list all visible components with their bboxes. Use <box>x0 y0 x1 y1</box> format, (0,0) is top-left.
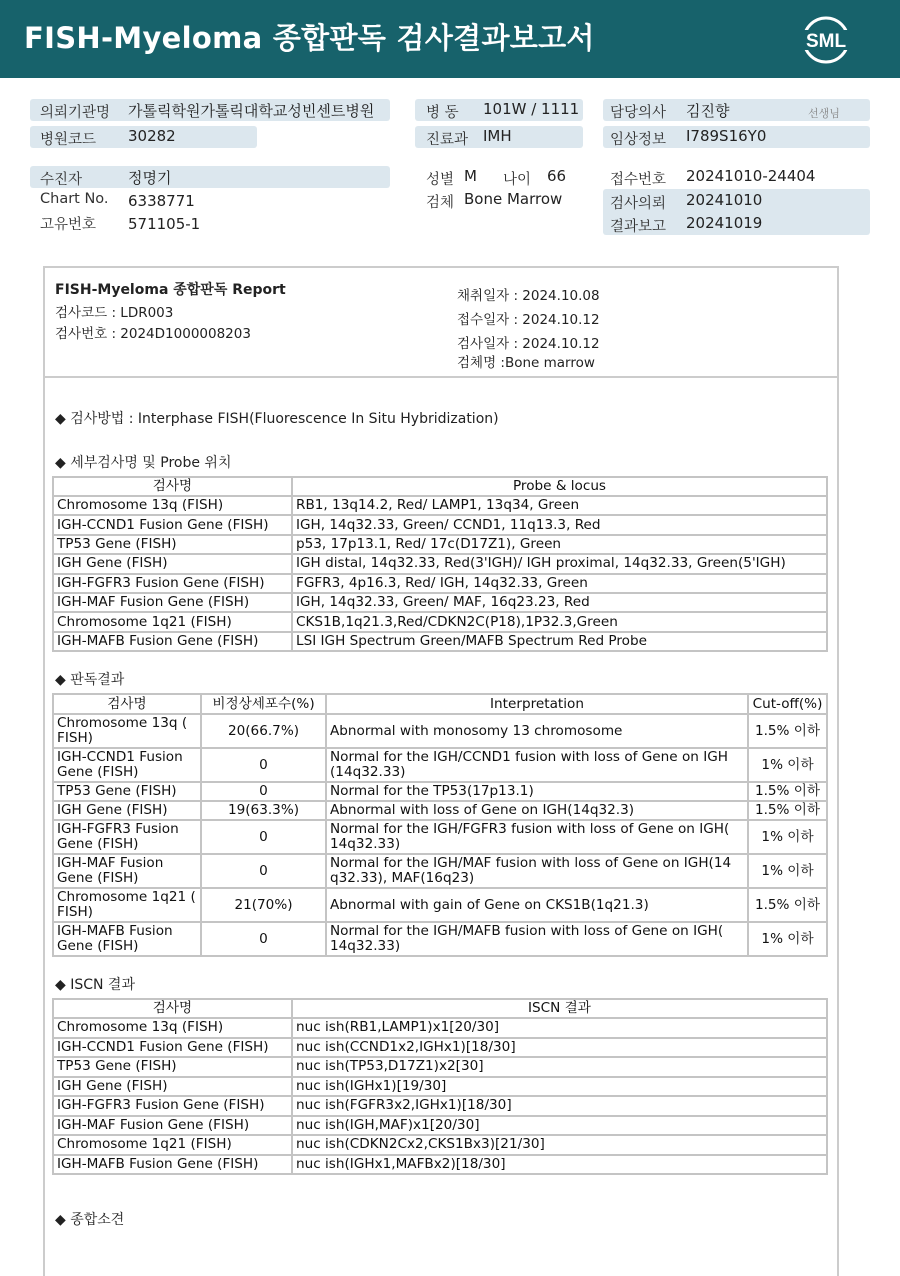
table-cell: 1% 이하 <box>748 820 827 854</box>
report-title: FISH-Myeloma 종합판독 Report <box>55 282 286 298</box>
doctor-suffix: 선생님 <box>808 107 840 120</box>
table-cell: TP53 Gene (FISH) <box>53 535 292 554</box>
table-cell: nuc ish(TP53,D17Z1)x2[30] <box>292 1057 827 1077</box>
table-cell: IGH-MAFB Fusion Gene (FISH) <box>53 1155 292 1175</box>
table-cell: nuc ish(IGH,MAF)x1[20/30] <box>292 1116 827 1136</box>
iscn-header-result: ISCN 결과 <box>292 999 827 1018</box>
table-cell: FGFR3, 4p16.3, Red/ IGH, 14q32.33, Green <box>292 574 827 593</box>
unique-label: 고유번호 <box>40 217 97 233</box>
table-cell: Chromosome 13q ( FISH) <box>53 714 201 748</box>
table-cell: 0 <box>201 782 326 801</box>
table-cell: 1.5% 이하 <box>748 888 827 922</box>
table-row <box>53 801 827 820</box>
hospital-code-label: 병원코드 <box>40 132 97 148</box>
table-row <box>53 1155 827 1175</box>
probe-header-name: 검사명 <box>53 477 292 496</box>
report-panel <box>43 266 839 1276</box>
table-row <box>53 922 827 956</box>
table-cell: Chromosome 1q21 (FISH) <box>53 612 292 631</box>
ward-label: 병 동 <box>426 105 459 121</box>
table-row <box>53 535 827 554</box>
table-cell: IGH-MAF Fusion Gene (FISH) <box>53 593 292 612</box>
table-row <box>53 496 827 515</box>
table-row <box>53 1077 827 1097</box>
collect-date: 채취일자 : 2024.10.08 <box>457 288 600 304</box>
age-label: 나이 <box>503 172 532 188</box>
table-cell: 0 <box>201 854 326 888</box>
age-value: 66 <box>547 167 567 185</box>
table-cell: nuc ish(RB1,LAMP1)x1[20/30] <box>292 1018 827 1038</box>
table-row <box>53 1018 827 1038</box>
probe-section-title: ◆ 세부검사명 및 Probe 위치 <box>55 455 232 471</box>
table-row <box>53 1038 827 1058</box>
result-date-value: 20241019 <box>686 214 763 232</box>
specimen-name: 검체명 :Bone marrow <box>457 355 595 371</box>
institution-label: 의뢰기관명 <box>40 105 111 121</box>
table-cell: 19(63.3%) <box>201 801 326 820</box>
probe-table <box>52 476 828 652</box>
doctor-label: 담당의사 <box>610 105 667 121</box>
patient-label: 수진자 <box>40 172 83 188</box>
doctor-value: 김진향 <box>686 102 730 120</box>
table-row <box>53 782 827 801</box>
table-row <box>53 1135 827 1155</box>
table-cell: Abnormal with gain of Gene on CKS1B(1q21.3) <box>326 888 748 922</box>
table-cell: 1% 이하 <box>748 854 827 888</box>
ward-value: 101W / 1111 <box>483 100 580 118</box>
table-cell: TP53 Gene (FISH) <box>53 1057 292 1077</box>
specimen-label: 검체 <box>426 195 455 211</box>
table-cell: nuc ish(IGHx1,MAFBx2)[18/30] <box>292 1155 827 1175</box>
table-cell: Chromosome 13q (FISH) <box>53 496 292 515</box>
receipt-no-value: 20241010-24404 <box>686 167 816 185</box>
table-cell: IGH, 14q32.33, Green/ MAF, 16q23.23, Red <box>292 593 827 612</box>
table-cell: IGH Gene (FISH) <box>53 1077 292 1097</box>
iscn-section-title: ◆ ISCN 결과 <box>55 977 135 993</box>
table-cell: Normal for the IGH/CCND1 fusion with loss of Gene on IGH (14q32.33) <box>326 748 748 782</box>
table-cell: 1.5% 이하 <box>748 714 827 748</box>
specimen-value: Bone Marrow <box>464 190 563 208</box>
test-code: 검사코드 : LDR003 <box>55 305 174 321</box>
receipt-date: 접수일자 : 2024.10.12 <box>457 312 600 328</box>
table-cell: Normal for the TP53(17p13.1) <box>326 782 748 801</box>
test-date: 검사일자 : 2024.10.12 <box>457 336 600 352</box>
dept-value: IMH <box>483 127 512 145</box>
table-cell: CKS1B,1q21.3,Red/CDKN2C(P18),1P32.3,Green <box>292 612 827 631</box>
table-row <box>53 593 827 612</box>
sml-logo-icon <box>798 12 854 68</box>
table-cell: IGH Gene (FISH) <box>53 801 201 820</box>
page-header <box>0 0 900 78</box>
table-row <box>53 515 827 534</box>
table-row <box>53 554 827 573</box>
unique-value: 571105-1 <box>128 215 201 233</box>
table-cell: IGH-CCND1 Fusion Gene (FISH) <box>53 515 292 534</box>
table-row <box>53 632 827 651</box>
table-cell: 21(70%) <box>201 888 326 922</box>
table-row <box>53 1057 827 1077</box>
table-cell: 1% 이하 <box>748 922 827 956</box>
table-cell: nuc ish(CDKN2Cx2,CKS1Bx3)[21/30] <box>292 1135 827 1155</box>
chart-value: 6338771 <box>128 192 195 210</box>
table-row <box>53 574 827 593</box>
table-row <box>53 854 827 888</box>
request-label: 검사의뢰 <box>610 196 667 212</box>
result-header-name: 검사명 <box>53 694 201 714</box>
table-cell: IGH-FGFR3 Fusion Gene (FISH) <box>53 820 201 854</box>
table-cell: 20(66.7%) <box>201 714 326 748</box>
page-title: FISH-Myeloma 종합판독 검사결과보고서 <box>24 21 595 55</box>
table-cell: IGH Gene (FISH) <box>53 554 292 573</box>
table-cell: 0 <box>201 748 326 782</box>
table-cell: IGH-MAFB Fusion Gene (FISH) <box>53 632 292 651</box>
patient-value: 정명기 <box>128 169 172 187</box>
table-row <box>53 1116 827 1136</box>
table-cell: IGH-FGFR3 Fusion Gene (FISH) <box>53 1096 292 1116</box>
result-label: 결과보고 <box>610 219 667 235</box>
method-text: ◆ 검사방법 : Interphase FISH(Fluorescence In Situ Hybridization) <box>55 411 499 427</box>
table-row <box>53 1096 827 1116</box>
sex-label: 성별 <box>426 172 455 188</box>
result-section-title: ◆ 판독결과 <box>55 672 125 688</box>
table-row <box>53 714 827 748</box>
result-header-cutoff: Cut-off(%) <box>748 694 827 714</box>
table-row <box>53 748 827 782</box>
table-cell: Chromosome 13q (FISH) <box>53 1018 292 1038</box>
table-cell: IGH-CCND1 Fusion Gene (FISH) <box>53 748 201 782</box>
receipt-no-label: 접수번호 <box>610 172 667 188</box>
table-row <box>53 820 827 854</box>
report-header <box>45 268 837 378</box>
table-row <box>53 612 827 631</box>
logo-text: SML <box>805 31 847 52</box>
request-date-value: 20241010 <box>686 191 763 209</box>
table-cell: Normal for the IGH/MAFB fusion with loss of Gene on IGH( 14q32.33) <box>326 922 748 956</box>
table-cell: 0 <box>201 820 326 854</box>
table-cell: TP53 Gene (FISH) <box>53 782 201 801</box>
table-cell: nuc ish(FGFR3x2,IGHx1)[18/30] <box>292 1096 827 1116</box>
table-cell: IGH-FGFR3 Fusion Gene (FISH) <box>53 574 292 593</box>
table-cell: IGH-MAF Fusion Gene (FISH) <box>53 854 201 888</box>
table-cell: IGH-MAFB Fusion Gene (FISH) <box>53 922 201 956</box>
table-row <box>53 888 827 922</box>
hospital-code-value: 30282 <box>128 127 176 145</box>
clinical-label: 임상정보 <box>610 132 667 148</box>
clinical-value: I789S16Y0 <box>686 127 767 145</box>
result-header-count: 비정상세포수(%) <box>201 694 326 714</box>
iscn-table <box>52 998 828 1175</box>
table-cell: Normal for the IGH/FGFR3 fusion with loss of Gene on IGH( 14q32.33) <box>326 820 748 854</box>
table-cell: IGH, 14q32.33, Green/ CCND1, 11q13.3, Red <box>292 515 827 534</box>
table-cell: IGH-CCND1 Fusion Gene (FISH) <box>53 1038 292 1058</box>
table-cell: IGH-MAF Fusion Gene (FISH) <box>53 1116 292 1136</box>
sex-value: M <box>464 167 477 185</box>
table-cell: p53, 17p13.1, Red/ 17c(D17Z1), Green <box>292 535 827 554</box>
result-header-interpretation: Interpretation <box>326 694 748 714</box>
institution-value: 가톨릭학원가톨릭대학교성빈센트병원 <box>128 102 375 120</box>
table-cell: Abnormal with monosomy 13 chromosome <box>326 714 748 748</box>
dept-label: 진료과 <box>426 132 469 148</box>
summary-section-title: ◆ 종합소견 <box>55 1212 125 1228</box>
table-cell: 1.5% 이하 <box>748 801 827 820</box>
probe-header-locus: Probe & locus <box>292 477 827 496</box>
patient-bar <box>30 166 390 188</box>
chart-label: Chart No. <box>40 191 109 207</box>
table-cell: Chromosome 1q21 (FISH) <box>53 1135 292 1155</box>
iscn-header-name: 검사명 <box>53 999 292 1018</box>
table-cell: nuc ish(CCND1x2,IGHx1)[18/30] <box>292 1038 827 1058</box>
table-cell: 0 <box>201 922 326 956</box>
table-cell: IGH distal, 14q32.33, Red(3'IGH)/ IGH proximal, 14q32.33, Green(5'IGH) <box>292 554 827 573</box>
test-number: 검사번호 : 2024D1000008203 <box>55 326 251 342</box>
table-cell: Chromosome 1q21 ( FISH) <box>53 888 201 922</box>
table-cell: LSI IGH Spectrum Green/MAFB Spectrum Red Probe <box>292 632 827 651</box>
table-cell: Normal for the IGH/MAF fusion with loss of Gene on IGH(14 q32.33), MAF(16q23) <box>326 854 748 888</box>
table-cell: Abnormal with loss of Gene on IGH(14q32.3) <box>326 801 748 820</box>
table-cell: nuc ish(IGHx1)[19/30] <box>292 1077 827 1097</box>
table-cell: 1.5% 이하 <box>748 782 827 801</box>
result-table <box>52 693 828 957</box>
table-cell: 1% 이하 <box>748 748 827 782</box>
table-cell: RB1, 13q14.2, Red/ LAMP1, 13q34, Green <box>292 496 827 515</box>
